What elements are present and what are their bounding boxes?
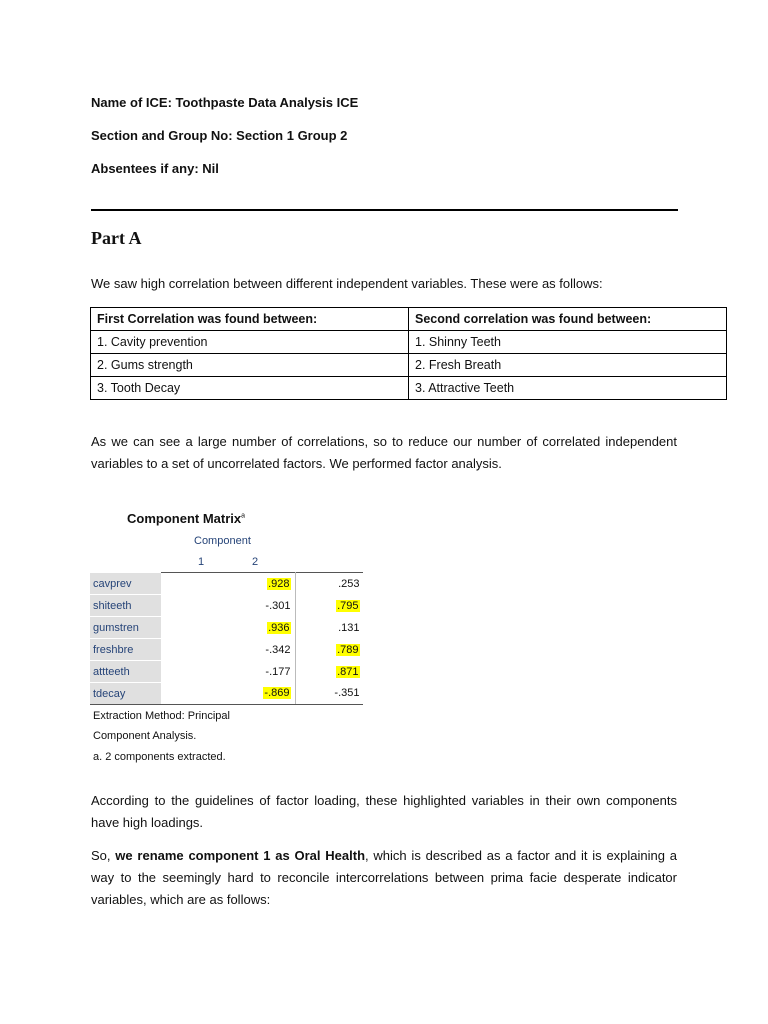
table-cell: 1. Shinny Teeth: [409, 331, 727, 354]
row-label: cavprev: [90, 573, 161, 595]
horizontal-rule: [91, 209, 678, 211]
table-row: [90, 683, 363, 705]
footnote-components: a. 2 components extracted.: [93, 751, 226, 763]
component-label: Component: [194, 535, 251, 547]
component-matrix-table: [90, 572, 363, 705]
part-title: Part A: [91, 228, 142, 248]
row-label: gumstren: [90, 617, 161, 639]
component-col-2: 2: [252, 556, 259, 568]
header-first-correlation: First Correlation was found between:: [91, 308, 409, 331]
loading-value-highlighted: .928: [268, 577, 290, 590]
table-header-row: [91, 308, 727, 331]
row-label: freshbre: [90, 639, 161, 661]
component-matrix-title-text: Component Matrix: [127, 511, 242, 526]
loading-value-highlighted: .789: [337, 643, 359, 656]
paragraph-oral-health-prefix: So,: [91, 848, 116, 863]
table-row: [91, 331, 727, 354]
loading-value: -.342: [265, 643, 291, 656]
loading-value: -.177: [265, 665, 291, 678]
correlation-table: [90, 307, 727, 400]
footnote-extraction: Extraction Method: Principal: [93, 710, 230, 722]
section-group: Section and Group No: Section 1 Group 2: [91, 128, 348, 143]
loading-value-highlighted: .936: [268, 621, 290, 634]
table-cell: 2. Fresh Breath: [409, 354, 727, 377]
table-row: [90, 573, 363, 595]
loading-value: -.301: [265, 599, 291, 612]
row-label: attteeth: [90, 661, 161, 683]
header-second-correlation: Second correlation was found between:: [409, 308, 727, 331]
table-cell: 1. Cavity prevention: [91, 331, 409, 354]
loading-value: -.351: [334, 687, 360, 700]
row-label: shiteeth: [90, 595, 161, 617]
component-matrix-title-sup: a: [241, 512, 246, 520]
ice-name: Name of ICE: Toothpaste Data Analysis ICE: [91, 95, 359, 110]
table-row: [90, 639, 363, 661]
table-cell: 3. Tooth Decay: [91, 377, 409, 400]
paragraph-factor-analysis: As we can see a large number of correlations, so to reduce our number of correlated independent variables to a set of uncorrelated factors. We performed factor analysis.: [91, 434, 677, 471]
footnote-analysis: Component Analysis.: [93, 730, 197, 742]
table-row: [90, 661, 363, 683]
absentees: Absentees if any: Nil: [91, 161, 219, 176]
table-row: [91, 354, 727, 377]
paragraph-loadings: According to the guidelines of factor loading, these highlighted variables in their own components have high loadings.: [91, 793, 677, 830]
loading-value-highlighted: .795: [337, 599, 359, 612]
table-row: [90, 595, 363, 617]
paragraph-oral-health: [91, 845, 677, 911]
component-col-1: 1: [198, 556, 205, 568]
intro-text: We saw high correlation between different independent variables. These were as follows:: [91, 276, 603, 291]
loading-value-highlighted: -.869: [264, 687, 290, 700]
loading-value: .253: [338, 577, 360, 590]
paragraph-oral-health-suffix: , which is described as a factor and it is explaining a way to the seemingly hard to reconcile intercorrelations between prima facie desperate indicator variables, which are as follows:: [91, 848, 677, 907]
table-cell: 3. Attractive Teeth: [409, 377, 727, 400]
row-label: tdecay: [90, 683, 161, 705]
loading-value: .131: [338, 621, 360, 634]
table-row: [91, 377, 727, 400]
paragraph-oral-health-bold: we rename component 1 as Oral Health: [115, 848, 366, 863]
loading-value-highlighted: .871: [337, 665, 359, 678]
table-cell: 2. Gums strength: [91, 354, 409, 377]
table-row: [90, 617, 363, 639]
component-matrix-title: [127, 511, 245, 526]
